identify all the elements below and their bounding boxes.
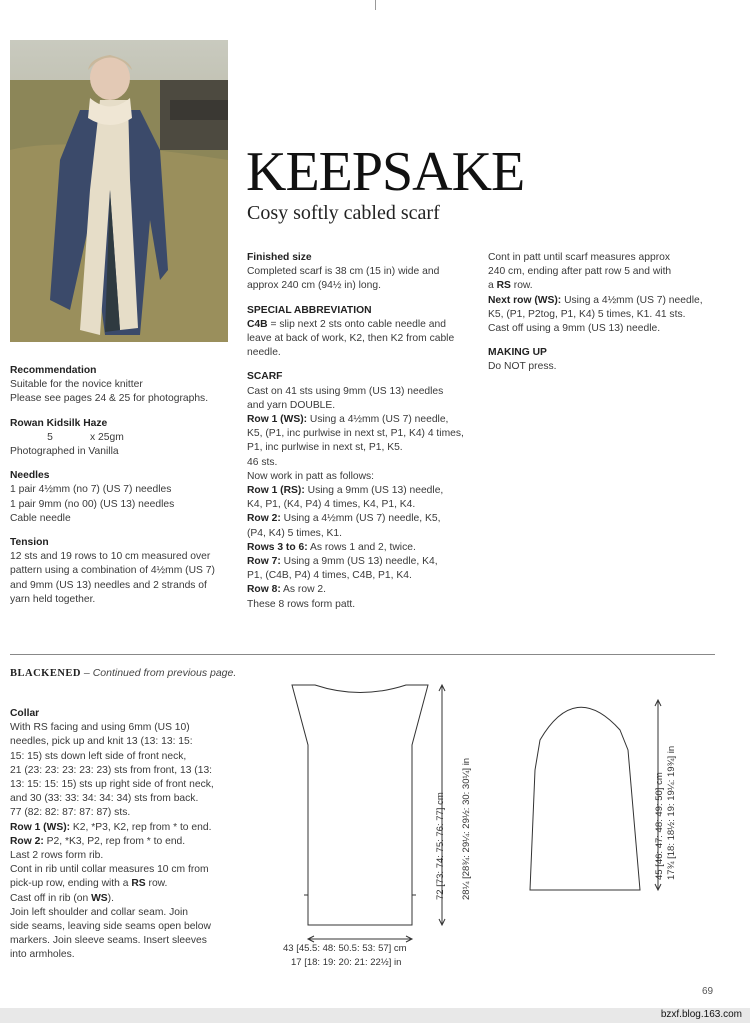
making-up-text: Do NOT press.	[488, 361, 557, 373]
row-label: Row 1 (WS):	[10, 821, 71, 833]
row-text: As row 2.	[280, 584, 326, 596]
collar-block	[10, 707, 250, 963]
tension-line: 12 sts and 19 rows to 10 cm measured over	[10, 551, 211, 563]
scarf-line: Now work in patt as follows:	[247, 470, 375, 482]
row-text: Using a 4½mm (US 7) needle, K5,	[280, 513, 441, 525]
scarf-line: Cast on 41 sts using 9mm (US 13) needles	[247, 385, 444, 397]
rs-bold: RS	[131, 878, 146, 890]
scarf-line: K5, (P1, inc purlwise in next st, P1, K4) 4 times,	[247, 428, 464, 440]
ws-bold: WS	[91, 892, 108, 904]
abbreviation-line	[247, 318, 482, 332]
collar-line: Cont in rib until collar measures 10 cm from	[10, 864, 209, 876]
collar-line: With RS facing and using 6mm (US 10)	[10, 722, 190, 734]
text: row.	[510, 280, 533, 292]
row-text: P2, *K3, P2, rep from * to end.	[43, 835, 186, 847]
abbreviation-term: C4B	[247, 318, 268, 330]
needles-line: 1 pair 4½mm (no 7) (US 7) needles	[10, 484, 172, 496]
sleeve-schematic	[520, 690, 670, 900]
collar-line: markers. Join sleeve seams. Insert sleeves	[10, 935, 207, 947]
right-line: 240 cm, ending after patt row 5 and with	[488, 266, 672, 278]
scarf-line: (P4, K4) 5 times, K1.	[247, 527, 342, 539]
finished-size-line: Completed scarf is 38 cm (15 in) wide and	[247, 266, 440, 278]
abbreviation-line: needle.	[247, 347, 281, 359]
needles-heading: Needles	[10, 470, 50, 482]
pattern-title: KEEPSAKE	[246, 141, 525, 203]
collar-row-2	[10, 835, 250, 849]
text: row.	[145, 878, 168, 890]
text: ).	[107, 892, 114, 904]
row-label: Row 8:	[247, 584, 281, 596]
recommendation-line: Suitable for the novice knitter	[10, 379, 143, 391]
tension-line: and 9mm (US 13) needles and 2 strands of	[10, 579, 207, 591]
header-tick	[375, 0, 376, 10]
sleeve-length-cm: 45 [46: 47: 48: 49: 50] cm	[654, 772, 665, 880]
pattern-subtitle: Cosy softly cabled scarf	[247, 202, 440, 224]
body-width-cm: 43 [45.5: 48: 50.5: 53: 57] cm	[283, 943, 407, 954]
collar-line: 15: 15) sts down left side of front neck,	[10, 750, 187, 762]
scarf-row-1-ws	[247, 413, 482, 427]
tension-line: pattern using a combination of 4½mm (US 7)	[10, 565, 215, 577]
continued-pattern-name: BLACKENED	[10, 668, 82, 679]
collar-heading: Collar	[10, 708, 40, 719]
text: pick-up row, ending with a	[10, 878, 132, 890]
body-length-in: 28¼ [28¾: 29¼: 29½: 30: 30¼] in	[461, 757, 472, 900]
watermark-text: bzxf.blog.163.com	[660, 1009, 742, 1020]
collar-line: 13: 15: 15: 15) sts up right side of front neck,	[10, 779, 214, 791]
right-line: Cont in patt until scarf measures approx	[488, 252, 671, 263]
left-column	[10, 364, 235, 607]
row-label: Row 1 (WS):	[247, 414, 308, 426]
patt-row-1	[247, 484, 482, 498]
continued-header	[10, 667, 236, 679]
collar-line	[10, 892, 250, 906]
making-up-heading: MAKING UP	[488, 347, 547, 359]
row-label: Rows 3 to 6:	[247, 541, 308, 553]
row-label: Row 1 (RS):	[247, 485, 305, 497]
watermark-bar	[0, 1008, 750, 1023]
row-text: As rows 1 and 2, twice.	[307, 541, 416, 553]
recommendation-line: Please see pages 24 & 25 for photographs.	[10, 393, 209, 405]
text: a	[488, 280, 497, 292]
yarn-quantity-row	[10, 431, 235, 445]
collar-line: 77 (82: 82: 87: 87: 87) sts.	[10, 807, 131, 819]
collar-line: into armholes.	[10, 949, 75, 961]
abbreviation-text: = slip next 2 sts onto cable needle and	[267, 318, 446, 330]
patt-rows-3-6	[247, 541, 482, 555]
row-label: Row 7:	[247, 556, 281, 568]
collar-line: Join left shoulder and collar seam. Join	[10, 906, 189, 918]
tension-line: yarn held together.	[10, 593, 96, 605]
scarf-line: These 8 rows form patt.	[247, 598, 356, 610]
row-text: K2, *P3, K2, rep from * to end.	[70, 821, 212, 833]
recommendation-heading: Recommendation	[10, 365, 97, 376]
patt-row-2	[247, 512, 482, 526]
scarf-line: P1, inc purlwise in next st, P1, K5.	[247, 442, 403, 454]
collar-line	[10, 877, 250, 891]
body-schematic	[260, 675, 480, 945]
scarf-line: 46 sts.	[247, 456, 278, 468]
yarn-weight: x 25gm	[90, 431, 124, 443]
middle-column	[247, 251, 482, 612]
patt-row-7	[247, 555, 482, 569]
next-row	[488, 294, 718, 308]
section-divider	[10, 654, 715, 655]
continued-note: – Continued from previous page.	[81, 667, 237, 679]
page-number: 69	[702, 986, 714, 997]
yarn-note: Photographed in Vanilla	[10, 446, 119, 458]
scarf-heading: SCARF	[247, 371, 283, 383]
right-line: K5, (P1, P2tog, P1, K4) 5 times, K1. 41 sts.	[488, 308, 686, 320]
right-line: Cast off using a 9mm (US 13) needle.	[488, 323, 661, 335]
row-text: Using a 9mm (US 13) needle,	[304, 485, 444, 497]
row-label: Row 2:	[247, 513, 281, 525]
row-text: Using a 4½mm (US 7) needle,	[561, 294, 703, 306]
row-text: Using a 9mm (US 13) needle, K4,	[280, 556, 438, 568]
sleeve-length-in: 17¾ [18: 18½: 19: 19¼: 19¾] in	[666, 745, 677, 880]
scarf-line: P1, (C4B, P4) 4 times, C4B, P1, K4.	[247, 570, 412, 582]
row-label: Row 2:	[10, 835, 44, 847]
finished-size-line: approx 240 cm (94½ in) long.	[247, 280, 381, 292]
collar-line: needles, pick up and knit 13 (13: 13: 15:	[10, 736, 193, 748]
patt-row-8	[247, 583, 482, 597]
scarf-line: K4, P1, (K4, P4) 4 times, K4, P1, K4.	[247, 499, 416, 511]
yarn-qty: 5	[47, 431, 53, 443]
finished-size-heading: Finished size	[247, 252, 312, 263]
body-width-in: 17 [18: 19: 20: 21: 22½] in	[291, 957, 402, 968]
tension-heading: Tension	[10, 537, 49, 549]
abbreviation-line: leave at back of work, K2, then K2 from cable	[247, 333, 455, 345]
text: Cast off in rib (on	[10, 892, 92, 904]
needles-line: 1 pair 9mm (no 00) (US 13) needles	[10, 498, 175, 510]
model-photo	[10, 40, 228, 342]
collar-line: side seams, leaving side seams open below	[10, 921, 211, 933]
right-line	[488, 279, 718, 293]
row-text: Using a 4½mm (US 7) needle,	[307, 414, 449, 426]
collar-row-1	[10, 821, 250, 835]
scarf-line: and yarn DOUBLE.	[247, 399, 336, 411]
needles-line: Cable needle	[10, 512, 71, 524]
collar-line: Last 2 rows form rib.	[10, 850, 104, 862]
right-column	[488, 251, 718, 375]
collar-line: 21 (23: 23: 23: 23: 23) sts from front, 13 (13:	[10, 764, 213, 776]
body-length-cm: 72 [73: 74: 75: 76: 77] cm	[435, 792, 446, 900]
row-label: Next row (WS):	[488, 294, 562, 306]
rs-bold: RS	[496, 280, 511, 292]
collar-line: and 30 (33: 33: 34: 34: 34) sts from back.	[10, 793, 199, 805]
abbreviation-heading: SPECIAL ABBREVIATION	[247, 304, 372, 316]
yarn-heading: Rowan Kidsilk Haze	[10, 417, 108, 429]
